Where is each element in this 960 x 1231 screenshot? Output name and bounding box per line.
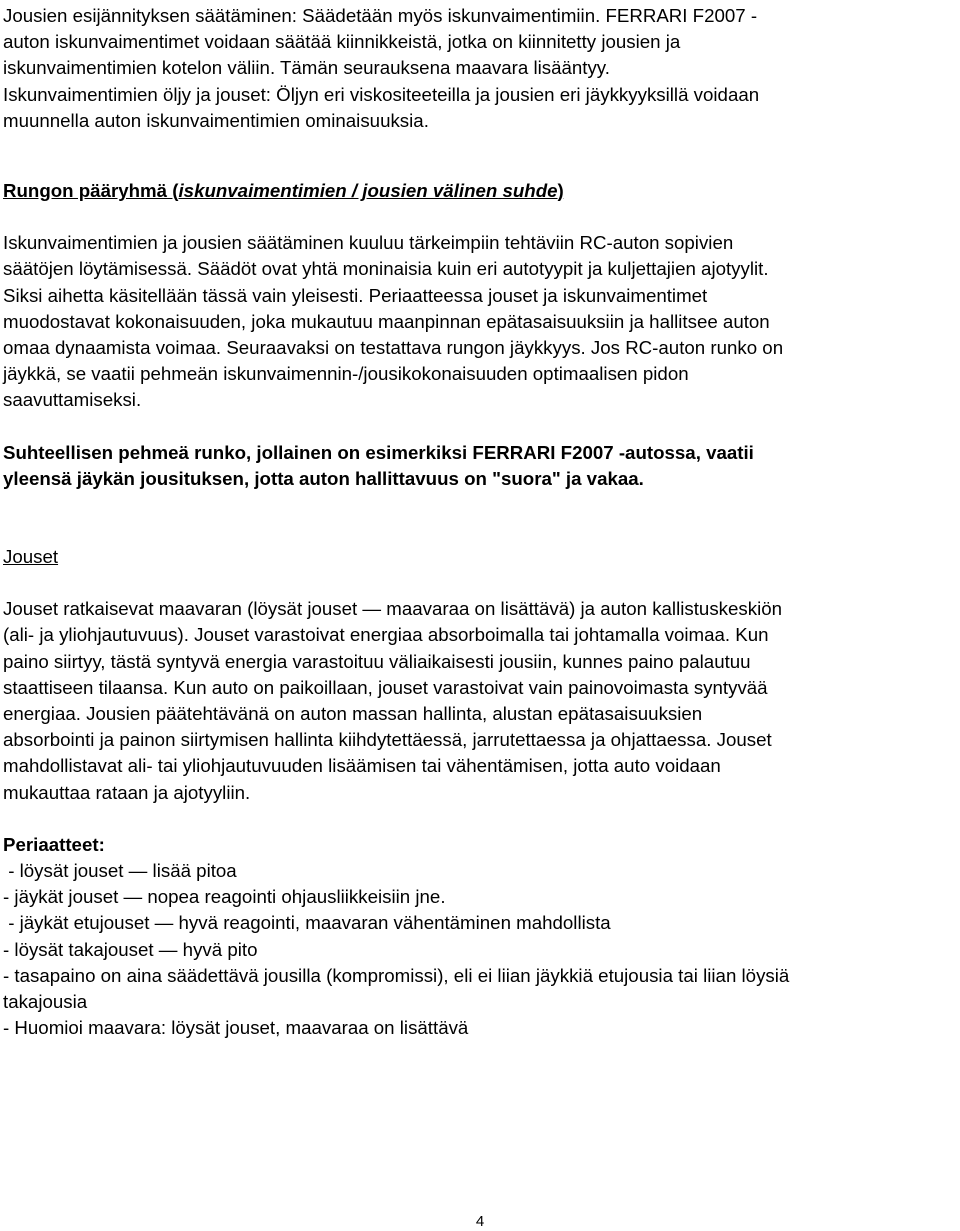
text-line: Jousien esijännityksen säätäminen: Säädetään myös iskunvaimentimiin. FERRARI F2007 - — [3, 5, 758, 26]
text-line: absorbointi ja painon siirtymisen hallinta kiihdytettäessä, jarrutettaessa ja ohjattaessa. Jouset — [3, 729, 772, 751]
text-line: Iskunvaimentimien öljy ja jouset: Öljyn eri viskositeeteilla ja jousien eri jäykkyyksillä voidaan — [3, 83, 760, 105]
list-item: takajousia — [3, 991, 88, 1013]
text-line: Iskunvaimentimien ja jousien säätäminen kuuluu tärkeimpiin tehtäviin RC-auton sopivien — [3, 232, 734, 254]
text-line: mahdollistavat ali- tai yliohjautuvuuden lisäämisen tai vähentämisen, jotta auto voidaan — [3, 755, 721, 777]
text-line: Suhteellisen pehmeä runko, jollainen on esimerkiksi FERRARI F2007 -autossa, vaatii — [3, 441, 754, 463]
text-line: säätöjen löytämisessä. Säädöt ovat yhtä moninaisia kuin eri autotyypit ja kuljettajien ajotyylit. — [3, 258, 769, 280]
list-item: - jäykät etujouset — hyvä reagointi, maavaran vähentäminen mahdollista — [3, 912, 611, 934]
text-line: auton iskunvaimentimet voidaan säätää kiinnikkeistä, jotka on kiinnitetty jousien ja — [3, 31, 681, 53]
text-line: jäykkä, se vaatii pehmeän iskunvaimennin-/jousikokonaisuuden optimaalisen pidon — [3, 363, 689, 385]
text-line: mukauttaa rataan ja ajotyyliin. — [3, 781, 251, 803]
text-line: saavuttamiseksi. — [3, 389, 142, 411]
section-heading-rungon — [3, 178, 958, 204]
section-heading-jouset: Jouset — [3, 546, 59, 568]
heading-italic: iskunvaimentimien / jousien välinen suhde — [178, 180, 558, 202]
text-line: muodostavat kokonaisuuden, joka mukautuu maanpinnan epätasaisuuksiin ja hallitsee auton — [3, 310, 770, 332]
list-item: - tasapaino on aina säädettävä jousilla (kompromissi), eli ei liian jäykkiä etujousia tai liian löysiä — [3, 964, 790, 986]
list-item: - löysät takajouset — hyvä pito — [3, 938, 258, 960]
jouset-paragraph — [3, 596, 958, 806]
text-line: yleensä jäykän jousituksen, jotta auton hallittavuus on "suora" ja vakaa. — [3, 467, 644, 489]
list-item: - Huomioi maavara: löysät jouset, maavaraa on lisättävä — [3, 1017, 469, 1039]
list-item: - jäykät jouset — nopea reagointi ohjausliikkeisiin jne. — [3, 886, 446, 908]
heading-suffix: ) — [557, 180, 564, 202]
page-number: 4 — [475, 1213, 485, 1230]
text-line: (ali- ja yliohjautuvuus). Jouset varastoivat energiaa absorboimalla tai johtamalla voimaa. Kun — [3, 624, 769, 646]
text-line: staattiseen tilaansa. Kun auto on paikoillaan, jouset varastoivat vain painovoimasta syntyvää — [3, 676, 768, 698]
document-page — [3, 3, 958, 1042]
rungon-emphasis-paragraph — [3, 440, 958, 492]
text-line: omaa dynaamista voimaa. Seuraavaksi on testattava rungon jäykkyys. Jos RC-auton runko on — [3, 337, 784, 359]
text-line: muunnella auton iskunvaimentimien ominaisuuksia. — [3, 109, 429, 131]
text-line: Siksi aihetta käsitellään tässä vain yleisesti. Periaatteessa jouset ja iskunvaimentimet — [3, 284, 708, 306]
text-line: paino siirtyy, tästä syntyvä energia varastoituu väliaikaisesti jousiin, kunnes paino palautuu — [3, 650, 751, 672]
list-item: - löysät jouset — lisää pitoa — [3, 860, 237, 882]
intro-paragraph — [3, 3, 958, 134]
text-line: Jouset ratkaisevat maavaran (löysät jouset — maavaraa on lisättävä) ja auton kallistuskeskiön — [3, 598, 783, 620]
rungon-paragraph — [3, 230, 958, 413]
section-heading-periaatteet: Periaatteet: — [3, 833, 105, 855]
periaatteet-list — [3, 858, 958, 1041]
text-line: iskunvaimentimien kotelon väliin. Tämän seurauksena maavara lisääntyy. — [3, 57, 610, 79]
text-line: energiaa. Jousien päätehtävänä on auton massan hallinta, alustan epätasaisuuksien — [3, 703, 703, 725]
heading-prefix: Rungon pääryhmä ( — [3, 180, 179, 202]
